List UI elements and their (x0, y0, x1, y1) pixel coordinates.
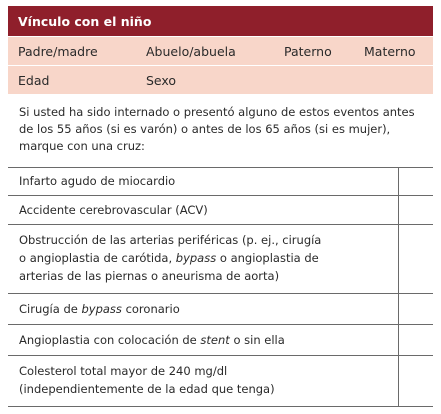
maternal-option[interactable]: Materno (364, 44, 416, 59)
event-label: Angioplastia con colocación de stent o sin ella (19, 333, 285, 347)
parent-option[interactable]: Padre/madre (18, 44, 98, 59)
bypass-checkbox[interactable] (399, 294, 433, 324)
event-label: Accidente cerebrovascular (ACV) (19, 203, 208, 217)
event-row-bypass (8, 294, 433, 325)
event-label: Colesterol total mayor de 240 mg/dl (independientemente de la edad que tenga) (19, 364, 275, 396)
event-label: Cirugía de bypass coronario (19, 302, 180, 316)
relation-row (8, 37, 433, 65)
instructions-line: Si usted ha sido internado o presentó alguno de estos eventos antes (19, 105, 415, 119)
event-row-angioplasty (8, 325, 433, 356)
age-field[interactable]: Edad (18, 73, 50, 88)
paternal-option[interactable]: Paterno (284, 44, 332, 59)
section-title: Vínculo con el niño (18, 13, 152, 29)
event-row-obstruction (8, 225, 433, 294)
instructions (19, 104, 424, 155)
instructions-line: de los 55 años (si es varón) o antes de los 65 años (si es mujer), (19, 122, 391, 136)
event-row-stroke (8, 196, 433, 225)
sex-field[interactable]: Sexo (146, 73, 177, 88)
obstruction-checkbox[interactable] (399, 225, 433, 293)
grandparent-option[interactable]: Abuelo/abuela (146, 44, 236, 59)
events-table (8, 167, 433, 407)
angioplasty-checkbox[interactable] (399, 325, 433, 355)
cholesterol-checkbox[interactable] (399, 356, 433, 406)
age-sex-row (8, 66, 433, 94)
section-header (8, 6, 433, 36)
event-label: Infarto agudo de miocardio (19, 174, 176, 188)
stroke-checkbox[interactable] (399, 196, 433, 224)
event-row-cholesterol (8, 356, 433, 406)
infarct-checkbox[interactable] (399, 168, 433, 195)
event-row-infarct (8, 168, 433, 196)
instructions-line: marque con una cruz: (19, 139, 145, 153)
event-label: Obstrucción de las arterias periféricas (p. ej., cirugía o angioplastia de carótida, bypass o angioplastia de arterias de las piernas o aneurisma de aorta) (19, 233, 322, 283)
